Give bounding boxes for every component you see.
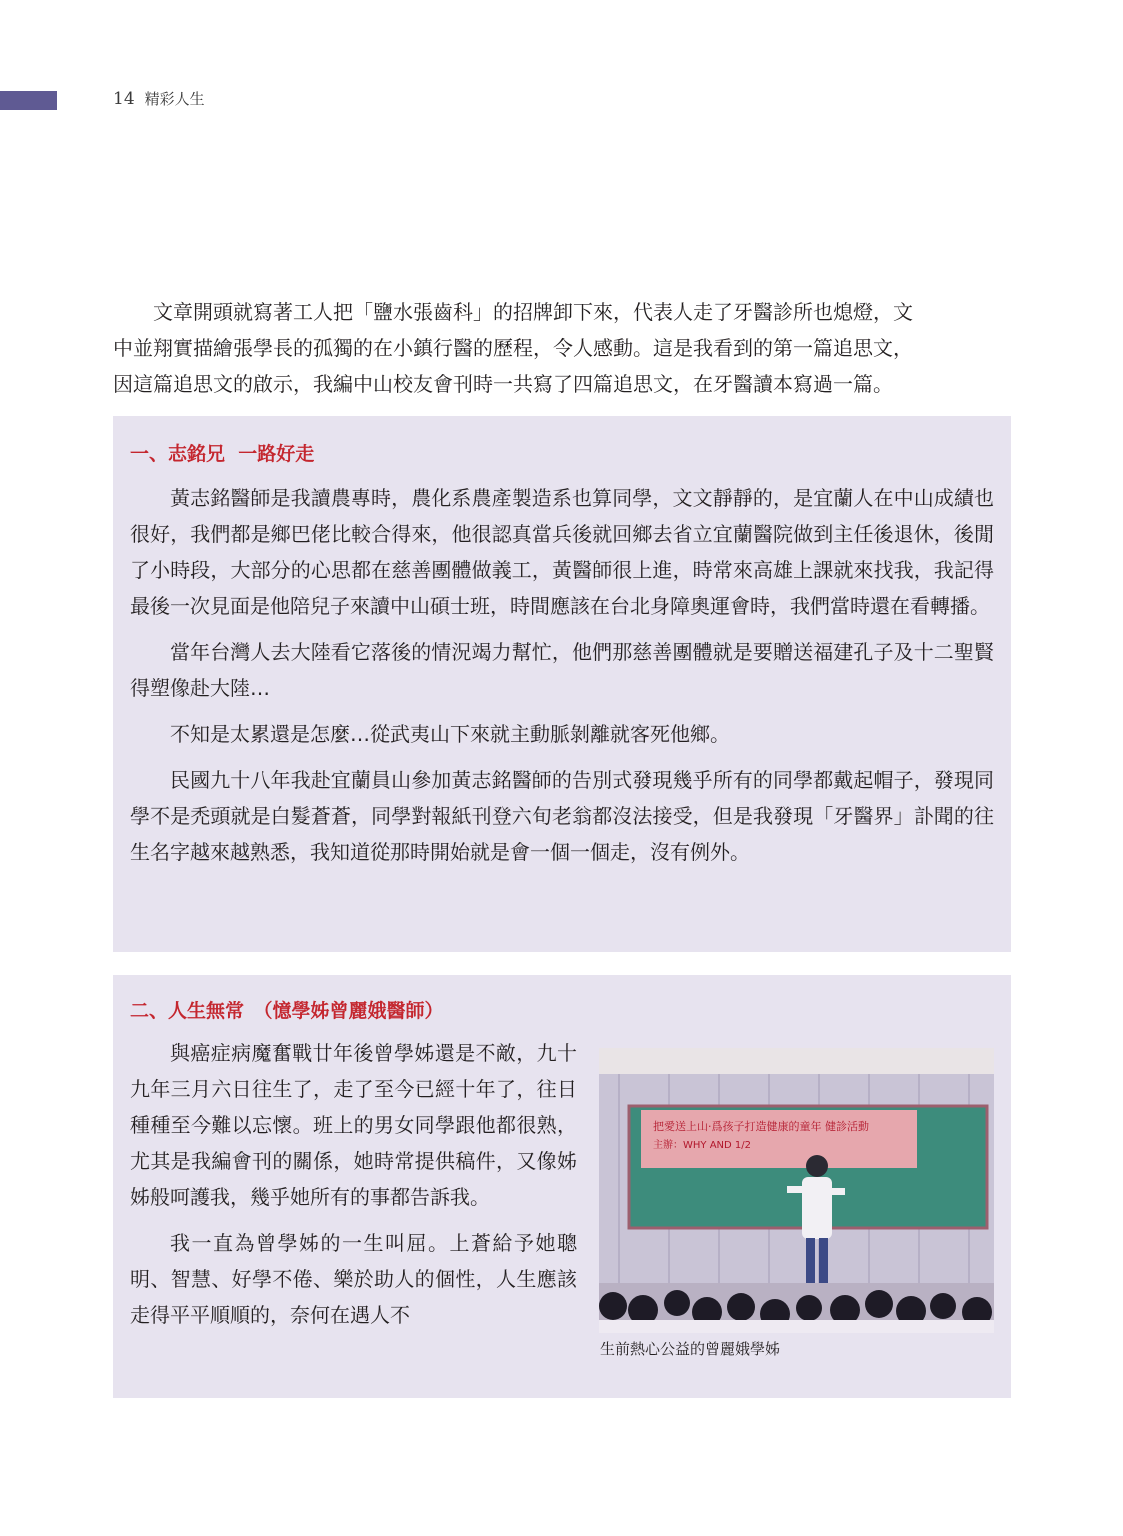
section-box-2 [113,975,1011,1398]
intro-paragraph [113,294,1011,402]
intro-line: 文章開頭就寫著工人把「鹽水張齒科」的招牌卸下來，代表人走了牙醫診所也熄燈，文 [113,300,913,324]
section-box-1 [113,416,1011,952]
section-paragraph: 黃志銘醫師是我讀農專時，農化系農產製造系也算同學，文文靜靜的，是宜蘭人在中山成績也很好，我們都是鄉巴佬比較合得來，他很認真當兵後就回鄉去省立宜蘭醫院做到主任後退休，後閒了小時段，大部分的心思都在慈善團體做義工，黃醫師很上進，時常來高雄上課就來找我，我記得最後一次見面是他陪兒子來讀中山碩士班，時間應該在台北身障奧運會時，我們當時還在看轉播。 [130,486,994,618]
section-text-column [130,1035,577,1333]
banner-subtext: 主辦：WHY AND 1/2 [653,1140,751,1151]
intro-line: 因這篇追思文的啟示，我編中山校友會刊時一共寫了四篇追思文，在牙醫讀本寫過一篇。 [113,372,893,396]
header-accent-bar [0,91,57,110]
banner-text: 把愛送上山‧爲孩子打造健康的童年 健診活動 [653,1120,869,1133]
page-number: 14 [113,89,135,109]
section-paragraph: 民國九十八年我赴宜蘭員山參加黃志銘醫師的告別式發現幾乎所有的同學都戴起帽子，發現同學不是禿頭就是白髮蒼蒼，同學對報紙刊登六旬老翁都沒法接受，但是我發現「牙醫界」訃聞的往生名字越來越熟悉，我知道從那時開始就是會一個一個走，沒有例外。 [130,768,994,864]
intro-line: 中並翔實描繪張學長的孤獨的在小鎮行醫的歷程，令人感動。這是我看到的第一篇追思文， [113,336,913,360]
photo-caption: 生前熱心公益的曾麗娥學姊 [600,1340,781,1358]
section-paragraph: 與癌症病魔奮戰廿年後曾學姊還是不敵，九十九年三月六日往生了，走了至今已經十年了，往日種種至今難以忘懷。班上的男女同學跟他都很熟，尤其是我編會刊的關係，她時常提供稿件，又像姊姊般呵護我，幾乎她所有的事都告訴我。 [130,1041,577,1209]
memorial-photo [599,1048,994,1333]
section-paragraph: 當年台灣人去大陸看它落後的情況竭力幫忙，他們那慈善團體就是要贈送福建孔子及十二聖賢得塑像赴大陸… [130,640,994,700]
section-paragraph: 不知是太累還是怎麼…從武夷山下來就主動脈剝離就客死他鄉。 [170,722,730,746]
page-header [113,88,205,109]
running-title: 精彩人生 [144,90,205,108]
section-heading: 二、人生無常 （憶學姊曾麗娥醫師） [130,1000,444,1022]
section-heading: 一、志銘兄 一路好走 [130,443,315,465]
section-paragraph: 我一直為曾學姊的一生叫屈。上蒼給予她聰明、智慧、好學不倦、樂於助人的個性，人生應該走得平平順順的，奈何在遇人不 [130,1231,577,1327]
